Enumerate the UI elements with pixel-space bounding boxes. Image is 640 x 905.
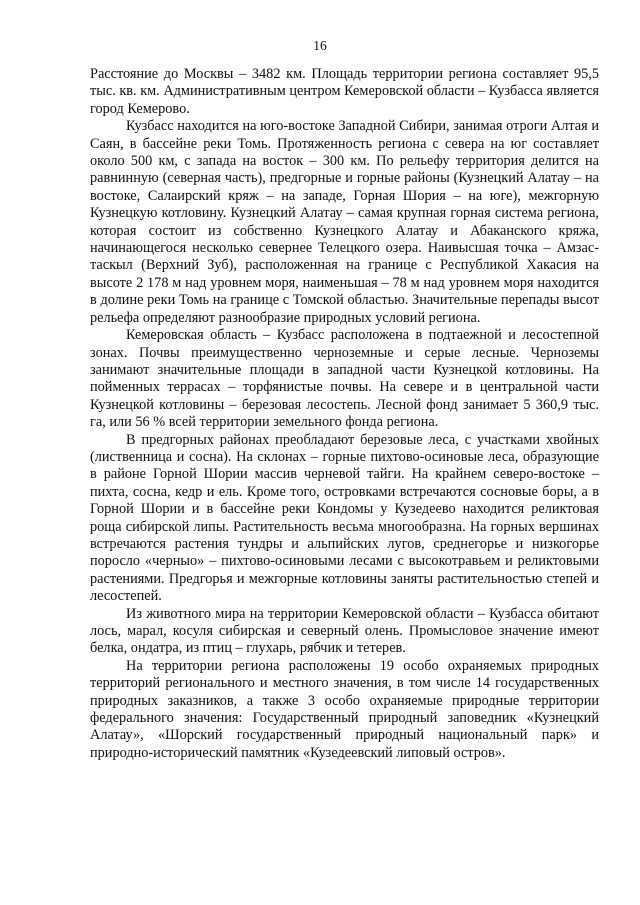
paragraph-protected-areas: На территории региона расположены 19 особо охраняемых природных территорий регионального и местного значения, в том числе 14 государственных природных заказников, а также 3 особо охраняемые природные территории федерального значения: Государственный природный заповедник «Кузнецкий Алатау», «Шорский государственный природный национальный парк» и природно-исторический памятник «Кузедеевский липовый остров». [90, 657, 599, 761]
paragraph-soils-forests: Кемеровская область – Кузбасс расположена в подтаежной и лесостепной зонах. Почвы преимущественно черноземные и серые лесные. Черноземы занимают значительные площади в западной части Кузнецкой котловины. На пойменных террасах – торфянистые почвы. На севере и в центральной части Кузнецкой котловины – березовая лесостепь. Лесной фонд занимает 5 360,9 тыс. га, или 56 % всей территории земельного фонда региона. [90, 327, 599, 431]
paragraph-fauna: Из животного мира на территории Кемеровской области – Кузбасса обитают лось, марал, косуля сибирская и северный олень. Промысловое значение имеют белка, ондатра, из птиц – глухарь, рябчик и тетерев. [90, 605, 599, 657]
body-text [90, 66, 599, 762]
paragraph-geography-relief: Кузбасс находится на юго-востоке Западной Сибири, занимая отроги Алтая и Саян, в бассейне реки Томь. Протяженность региона с севера на юг составляет около 500 км, с запада на восток – 300 км. По рельефу территория делится на равнинную (северная часть), предгорные и горные районы (Кузнецкий Алатау – на востоке, Салаирский кряж – на западе, Горная Шория – на юге), межгорную Кузнецкую котловину. Кузнецкий Алатау – самая крупная горная система региона, которая состоит из собственно Кузнецкого Алатау и Абаканского кряжа, начинающегося несколько севернее Телецкого озера. Наивысшая точка – Амзас-таскыл (Верхний Зуб), расположенная на границе с Республикой Хакасия на высоте 2 178 м над уровнем моря, наименьшая – 78 м над уровнем моря находится в долине реки Томь на границе с Томской областью. Значительные перепады высот рельефа определяют разнообразие природных условий региона. [90, 118, 599, 326]
paragraph-vegetation: В предгорных районах преобладают березовые леса, с участками хвойных (лиственница и сосна). На склонах – горные пихтово-осиновые леса, образующие в районе Горной Шории массив черневой тайги. На крайнем северо-востоке – пихта, сосна, кедр и ель. Кроме того, островками встречаются сосновые боры, а в Горной Шории и в бассейне реки Кондомы у Кузедеево находится реликтовая роща сибирской липы. Растительность весьма многообразна. На горных вершинах встречаются растения тундры и альпийских лугов, среднегорье и низкогорье поросло «черныо» – пихтово-осиновыми лесами с высокотравьем и реликтовыми растениями. Предгорья и межгорные котловины заняты растительностью степей и лесостепей. [90, 431, 599, 605]
paragraph-distance-area: Расстояние до Москвы – 3482 км. Площадь территории региона составляет 95,5 тыс. кв. км. Административным центром Кемеровской области – Кузбасса является город Кемерово. [90, 66, 599, 117]
page-number: 16 [313, 38, 327, 53]
